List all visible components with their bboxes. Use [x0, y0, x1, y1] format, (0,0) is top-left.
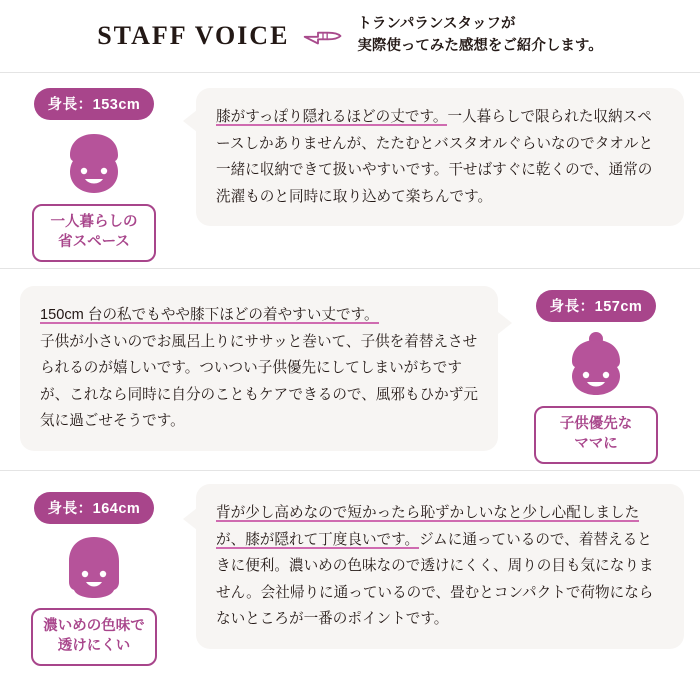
bubble-tail-2	[498, 312, 512, 334]
header-lead-line1: トランパランスタッフが	[357, 16, 516, 33]
pointing-hand-icon	[303, 23, 343, 49]
height-badge: 身長：157cm	[536, 290, 657, 322]
persona-1	[20, 88, 168, 262]
persona-label-line2: ママに	[574, 435, 618, 452]
persona-label-3	[31, 608, 157, 666]
female-bun-face-icon	[559, 330, 633, 400]
bubble-tail-1	[183, 110, 197, 132]
review-highlight-1: 膝がすっぽり隠れるほどの丈です。	[216, 109, 448, 125]
persona-3	[20, 492, 168, 666]
review-bubble-3	[196, 484, 684, 649]
review-body-3: ジムに通っているので、着替えるときに便利。濃いめの色味なので透けにくく、周りの目も気になりません。会社帰りに通っているので、畳むとコンパクトで荷物にならないところが一番のポイントです。	[216, 531, 654, 628]
page-header	[0, 0, 700, 72]
divider-1	[0, 268, 700, 269]
height-badge: 身長：153cm	[34, 88, 155, 120]
female-face-icon	[57, 128, 131, 198]
bubble-tail-3	[183, 508, 197, 530]
page-title: STAFF VOICE	[97, 21, 290, 50]
review-highlight-3: 背が少し高めなので短かったら恥ずかしいなと少し心配しましたが、膝が隠れて丁度良いです。	[216, 505, 640, 548]
header-lead	[357, 14, 602, 58]
review-text-2	[40, 302, 480, 435]
persona-label-line1: 一人暮らしの	[50, 214, 138, 230]
review-body-1: 一人暮らしで限られた収納スペースしかありませんが、たたむとバスタオルぐらいなのでタオルと一緒に収納できて扱いやすいです。干せばすぐに乾くので、通常の洗濯ものと同時に取り込めて楽ちんです。	[216, 109, 654, 205]
persona-2	[522, 290, 670, 464]
persona-label-line1: 濃いめの色味で	[43, 618, 145, 634]
persona-label-line1: 子供優先な	[559, 416, 633, 432]
review-text-3	[216, 500, 666, 633]
review-text-1	[216, 104, 666, 210]
female-long-hair-face-icon	[57, 532, 131, 602]
review-bubble-2	[20, 286, 498, 451]
review-body-2: 子供が小さいのでお風呂上りにササッと巻いて、子供を着替えさせられるのが嬉しいです。ついつい子供優先にしてしまいがちですが、これなら同時に自分のこともケアできるので、風邪もひかず元気に過ごせそうです。	[40, 333, 478, 430]
divider-top	[0, 72, 700, 73]
persona-label-line2: 省スペース	[58, 233, 130, 250]
persona-label-line2: 透けにくい	[57, 637, 131, 654]
review-bubble-1	[196, 88, 684, 226]
height-badge: 身長：164cm	[34, 492, 155, 524]
header-lead-line2: 実際使ってみた感想をご紹介します。	[357, 38, 603, 54]
review-highlight-2: 150cm 台の私でもやや膝下ほどの着やすい丈です。	[40, 307, 379, 323]
divider-2	[0, 470, 700, 471]
header-inner	[97, 14, 603, 58]
persona-label-2	[534, 406, 658, 464]
persona-label-1	[32, 204, 156, 262]
